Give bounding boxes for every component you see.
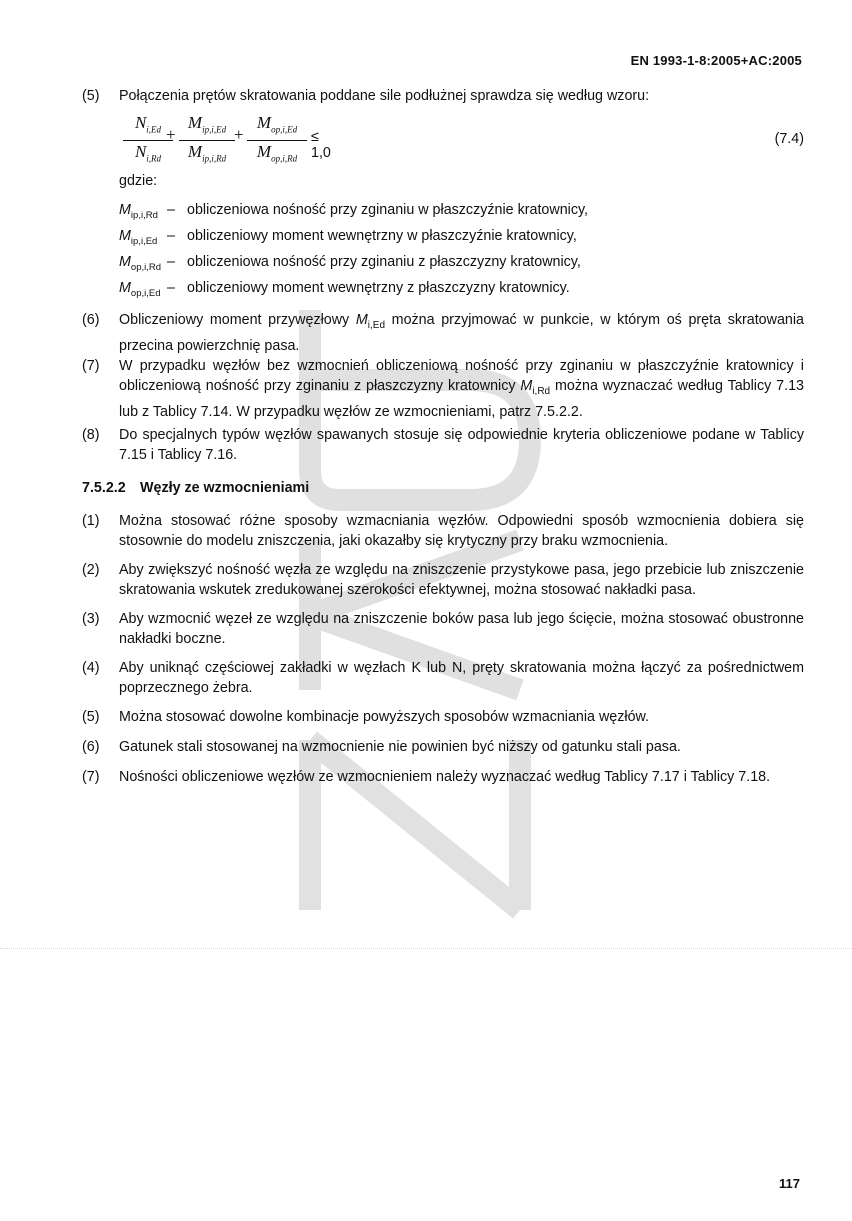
section-heading [82,480,309,496]
paragraph-b6 [82,737,804,757]
paragraph-text: Aby zwiększyć nośność węzła ze względu na zniszczenie przystykowe pasa, jego przebicie lub zniszczenie skratowania wskutek zredukowanej szerokości efektywnej, można stosować nakładki pasa. [119,562,804,598]
paragraph-7 [82,356,804,422]
paragraph-number: (5) [82,88,100,104]
paragraph-text: Połączenia prętów skratowania poddane sile podłużnej sprawdza się według wzoru: [119,88,650,104]
formula-rhs: ≤ 1,0 [311,129,331,161]
paragraph-6 [82,310,804,356]
paragraph-text: Gatunek stali stosowanej na wzmocnienie nie powinien być niższy od gatunku stali pasa. [119,739,681,755]
paragraph-number: (3) [82,611,100,627]
paragraph-number: (1) [82,513,100,529]
paragraph-number: (4) [82,660,100,676]
paragraph-number: (5) [82,709,100,725]
fraction-n: $N_{i,Ed}$ $N_{i,Rd}$ [123,113,173,169]
paragraph-b3 [82,609,804,649]
paragraph-b2 [82,560,804,600]
section-title: Węzły ze wzmocnieniami [140,480,310,496]
paragraph-text: Do specjalnych typów węzłów spawanych stosuje się odpowiednie kryteria obliczeniowe podane w Tablicy 7.15 i Tablicy 7.16. [119,427,804,463]
paragraph-b4 [82,658,804,698]
paragraph-text: Obliczeniowy moment przywęzłowy $M_{i,Ed}$ można przyjmować w punkcie, w którym oś pręta skratowania przecina powierzchnię pasa. [119,312,804,354]
paragraph-b5 [82,707,804,727]
paragraph-8 [82,425,804,465]
paragraph-5-formula [82,86,804,106]
paragraph-text: Można stosować różne sposoby wzmacniania węzłów. Odpowiedni sposób wzmocnienia dobiera się stosownie do modelu zniszczenia, jaki okazałby się krytyczny przy braku wzmocnienia. [119,513,804,549]
definition-row: $M_{op,i,Rd}$ – obliczeniowa nośność przy zginaniu z płaszczyzny kratownicy, [119,254,581,273]
fraction-mop: $M_{op,i,Ed}$ $M_{op,i,Rd}$ [247,113,307,169]
paragraph-b7 [82,767,804,787]
equation-number: (7.4) [774,131,804,147]
where-label: gdzie: [119,173,158,189]
standard-header: EN 1993-1-8:2005+AC:2005 [630,53,802,68]
paragraph-text: Aby uniknąć częściowej zakładki w węzłach K lub N, pręty skratowania można łączyć za pośrednictwem poprzecznego żebra. [119,660,804,696]
paragraph-number: (2) [82,562,100,578]
paragraph-number: (7) [82,769,100,785]
paragraph-number: (7) [82,358,100,374]
fraction-mip: $M_{ip,i,Ed}$ $M_{ip,i,Rd}$ [179,113,235,169]
definition-row: $M_{ip,i,Ed}$ – obliczeniowy moment wewnętrzny w płaszczyźnie kratownicy, [119,228,577,247]
page-number: 117 [779,1176,800,1191]
scan-fold-line [0,948,852,949]
paragraph-text: W przypadku węzłów bez wzmocnień obliczeniową nośność przy zginaniu w płaszczyźnie kratownicy i obliczeniową nośność przy zginaniu z płaszczyzny kratownicy $M_{i,Rd}$ można wyznaczać według Tablicy 7.13 lub z Tablicy 7.14. W przypadku węzłów ze wzmocnieniami, patrz 7.5.2.2. [119,358,804,420]
paragraph-text: Nośności obliczeniowe węzłów ze wzmocnieniem należy wyznaczać według Tablicy 7.17 i Tablicy 7.18. [119,769,771,785]
paragraph-number: (8) [82,427,100,443]
plus-sign: + [234,125,244,144]
paragraph-number: (6) [82,739,100,755]
paragraph-text: Można stosować dowolne kombinacje powyższych sposobów wzmacniania węzłów. [119,709,650,725]
section-number: 7.5.2.2 [82,480,126,496]
definition-row: $M_{ip,i,Rd}$ – obliczeniowa nośność przy zginaniu w płaszczyźnie kratownicy, [119,202,589,221]
paragraph-text: Aby wzmocnić węzeł ze względu na zniszczenie boków pasa lub jego ścięcie, można stosować obustronne nakładki boczne. [119,611,804,647]
definition-row: $M_{op,i,Ed}$ – obliczeniowy moment wewnętrzny z płaszczyzny kratownicy. [119,280,570,299]
paragraph-b1 [82,511,804,551]
plus-sign: + [166,125,176,144]
paragraph-number: (6) [82,312,100,328]
